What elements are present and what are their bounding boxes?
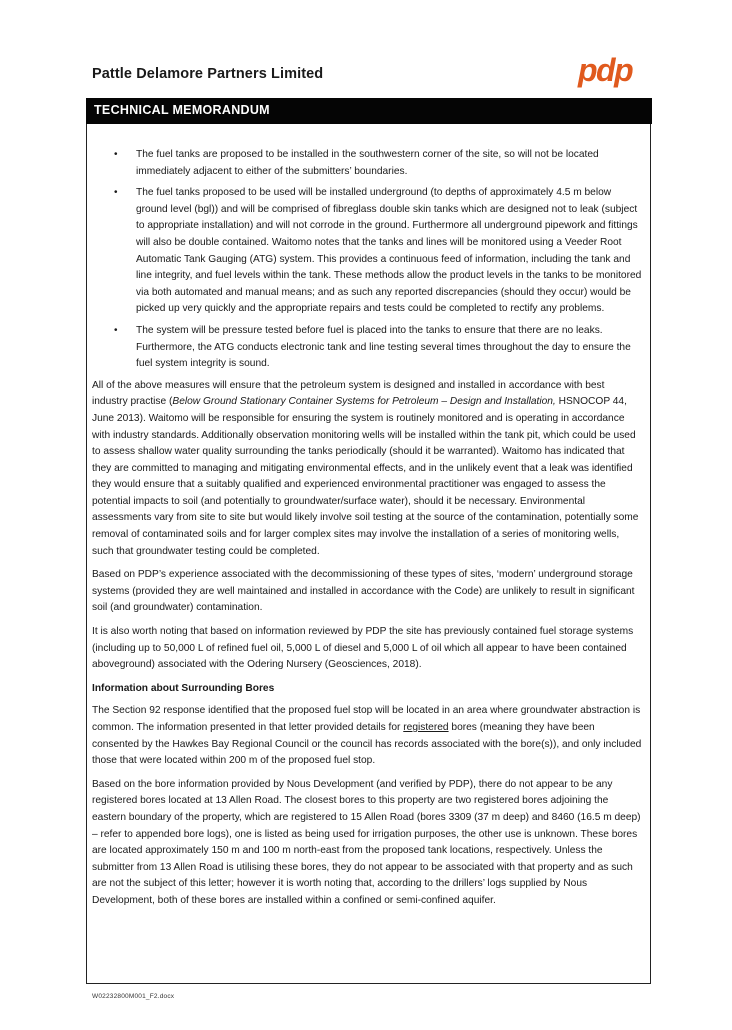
page-header xyxy=(92,52,652,92)
memo-title: TECHNICAL MEMORANDUM xyxy=(94,103,270,117)
document-filename: W02232800M001_F2.docx xyxy=(92,993,175,1000)
bullet-item xyxy=(92,185,642,318)
pdp-logo xyxy=(576,52,652,92)
memo-title-bar xyxy=(86,98,652,124)
bullet-item xyxy=(92,147,642,180)
bullet-item xyxy=(92,323,642,373)
bullet-dot-icon: • xyxy=(114,187,118,199)
bullet-text: The fuel tanks are proposed to be installed in the southwestern corner of the site, so will not be located immediately adjacent to either of the submitters’ boundaries. xyxy=(136,149,599,177)
paragraph-bore-info: Based on the bore information provided by Nous Development (and verified by PDP), there do not appear to be any registered bores located at 13 Allen Road. The closest bores to this property are two registered bores adjoining the eastern boundary of the property, which are registered to 15 Allen Road (bores 3309 (37 m deep) and 8460 (16.5 m deep) – refer to appended bore logs), one is listed as being used for irrigation purposes, the other use is unknown. These bores are located approximately 150 m and 100 m north-east from the proposed tank locations, respectively. Unless the submitter from 13 Allen Road is utilising these bores, they do not appear to be associated with that property and as such are not the subject of this letter; however it is worth noting that, according to the drillers’ logs supplied by Nous Development, both of these bores are installed within a confined or semi-confined aquifer. xyxy=(92,778,641,906)
underlined-term: registered xyxy=(403,722,449,733)
section-heading: Information about Surrounding Bores xyxy=(92,682,275,694)
paragraph-previous-storage: It is also worth noting that based on information reviewed by PDP the site has previously contained fuel storage systems (including up to 50,000 L of refined fuel oil, 5,000 L of diesel and 5,000 L of oil which all appear to have been contained aboveground) associated with the Odering Nursery (Geosciences, 2018). xyxy=(92,626,634,671)
paragraph-experience: Based on PDP’s experience associated with the decommissioning of these types of sites, ‘modern’ underground storage systems (provided they are well maintained and installed in accordance with the Code) are unlikely to result in significant soil (and groundwater) contamination. xyxy=(92,569,635,614)
bullet-text: The system will be pressure tested before fuel is placed into the tanks to ensure that there are no leaks. Furthermore, the ATG conducts electronic tank and line testing several times throughout the day to ensure the fuel system integrity is sound. xyxy=(136,324,631,370)
pdp-logo-text: pdp xyxy=(578,52,633,88)
company-name: Pattle Delamore Partners Limited xyxy=(92,66,324,82)
paragraph-measures: All of the above measures will ensure that the petroleum system is designed and installed in accordance with best industry practise (Below Ground Stationary Container Systems for Petroleum – Design and Installation, HSNOCOP 44, June 2013). Waitomo will be responsible for ensuring the system is routinely monitored and is operating in accordance with industry standards. Additionally observation monitoring wells will be installed within the tank pit, which could be used to assess shallow water quality surrounding the tanks periodically (should it be warranted). Waitomo has indicated that they are committed to managing and mitigating environmental effects, and in the unlikely event that a leak was identified they would ensure that a suitably qualified and experienced environmental practitioner was engaged to assess the potential impacts to soil (and potentially to groundwater/surface water), should it be necessary. Environmental assessments vary from site to site but would likely involve soil testing at the source of the contamination, potentially some removal of contaminated soils and for larger complex sites may involve the installation of a series of monitoring wells, such that groundwater testing could be completed. xyxy=(92,379,639,557)
bullet-dot-icon: • xyxy=(114,324,118,336)
memo-body xyxy=(92,147,642,917)
bullet-list xyxy=(92,147,642,373)
bullet-dot-icon: • xyxy=(114,149,118,160)
standard-citation: Below Ground Stationary Container Systems for Petroleum – Design and Installation, xyxy=(172,396,556,408)
bullet-text: The fuel tanks proposed to be used will be installed underground (to depths of approximately 4.5 m below ground level (bgl)) and will be comprised of fibreglass double skin tanks which are designed not to leak (subject to appropriate installation) and will not corrode in the ground. Furthermore all underground pipework and fittings will also be double contained. Waitomo notes that the tanks and lines will be monitored using a Veeder Root Automatic Tank Gauging (ATG) system. This provides a continuous feed of information, including the tank and line integrity, and fuel levels within the tank. These methods allow the product levels in the tanks to be monitored via both automated and manual means; and as such any reported discrepancies (should they occur) would be picked up very quickly and the appropriate repairs and tests could be completed to rectify any problems. xyxy=(136,187,642,315)
paragraph-section92: The Section 92 response identified that the proposed fuel stop will be located in an area where groundwater abstraction is common. The information presented in that letter provided details for registered bores (meaning they have been consented by the Hawkes Bay Regional Council or the council has records associated with the bore(s)), and only included those that were located within 200 m of the proposed fuel stop. xyxy=(92,705,642,767)
